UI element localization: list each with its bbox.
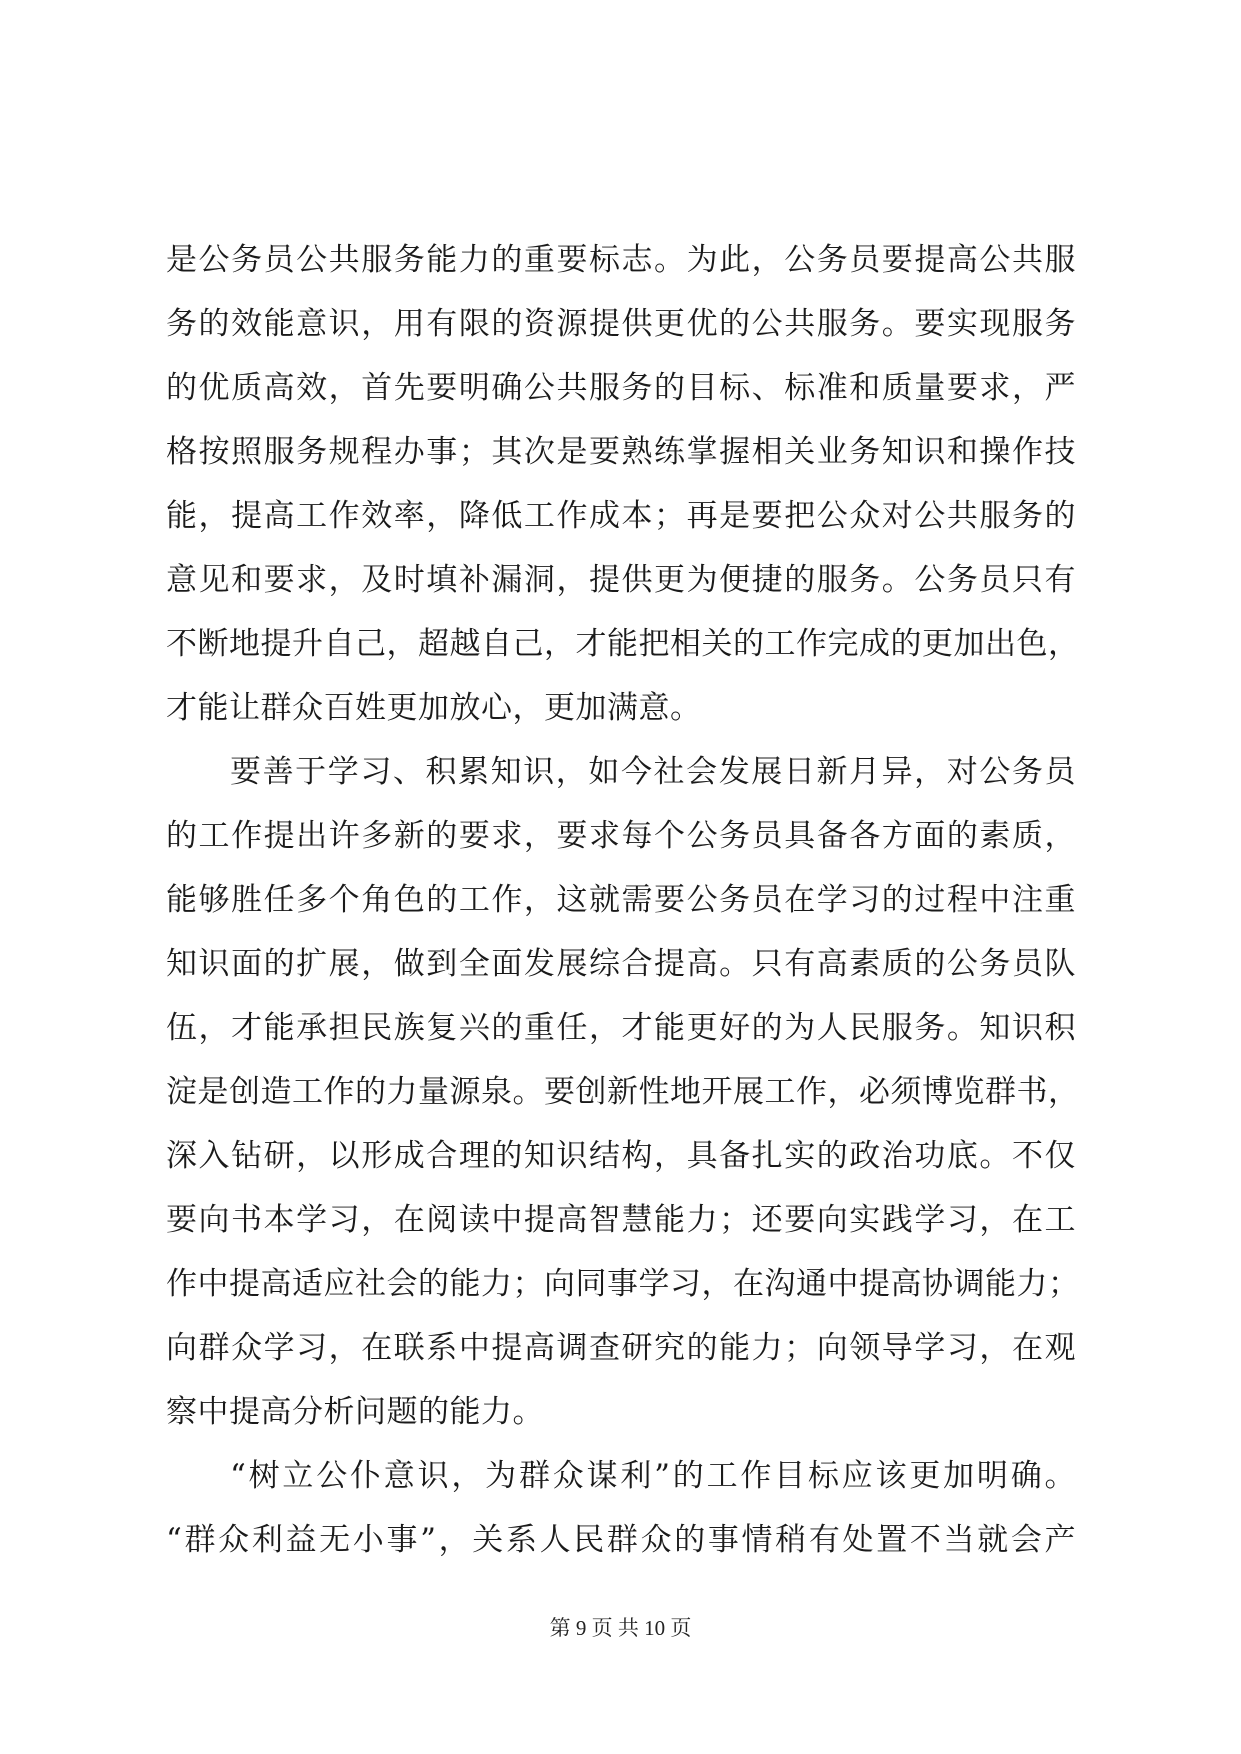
text-line: 作中提高适应社会的能力；向同事学习，在沟通中提高协调能力； bbox=[166, 1266, 1080, 1302]
paragraph-start-line: “树立公仆意识，为群众谋利”的工作目标应该更加明确。 bbox=[230, 1458, 1076, 1494]
text-line: 要向书本学习，在阅读中提高智慧能力；还要向实践学习，在工 bbox=[166, 1202, 1076, 1238]
text-line: 察中提高分析问题的能力。 bbox=[166, 1394, 544, 1430]
text-line: 是公务员公共服务能力的重要标志。为此，公务员要提高公共服 bbox=[166, 242, 1076, 278]
text-line: 伍，才能承担民族复兴的重任，才能更好的为人民服务。知识积 bbox=[166, 1010, 1076, 1046]
paragraph-start-line: 要善于学习、积累知识，如今社会发展日新月异，对公务员 bbox=[230, 754, 1076, 790]
text-line: 格按照服务规程办事；其次是要熟练掌握相关业务知识和操作技 bbox=[166, 434, 1076, 470]
page-number-footer: 第 9 页 共 10 页 bbox=[549, 1616, 692, 1640]
text-line: 务的效能意识，用有限的资源提供更优的公共服务。要实现服务 bbox=[166, 306, 1076, 342]
text-line: 能够胜任多个角色的工作，这就需要公务员在学习的过程中注重 bbox=[166, 882, 1076, 918]
text-line: 的优质高效，首先要明确公共服务的目标、标准和质量要求，严 bbox=[166, 370, 1076, 406]
text-line: 向群众学习，在联系中提高调查研究的能力；向领导学习，在观 bbox=[166, 1330, 1076, 1366]
text-line: 不断地提升自己，超越自己，才能把相关的工作完成的更加出色， bbox=[166, 626, 1080, 662]
text-line: 才能让群众百姓更加放心，更加满意。 bbox=[166, 690, 702, 726]
text-line: 能，提高工作效率，降低工作成本；再是要把公众对公共服务的 bbox=[166, 498, 1076, 534]
text-line: 的工作提出许多新的要求，要求每个公务员具备各方面的素质， bbox=[166, 818, 1076, 854]
document-body bbox=[166, 228, 1080, 1572]
text-line: 淀是创造工作的力量源泉。要创新性地开展工作，必须博览群书， bbox=[166, 1074, 1080, 1110]
text-line: 知识面的扩展，做到全面发展综合提高。只有高素质的公务员队 bbox=[166, 946, 1076, 982]
text-line: “群众利益无小事”，关系人民群众的事情稍有处置不当就会产 bbox=[166, 1522, 1076, 1558]
text-line: 深入钻研，以形成合理的知识结构，具备扎实的政治功底。不仅 bbox=[166, 1138, 1076, 1174]
text-line: 意见和要求，及时填补漏洞，提供更为便捷的服务。公务员只有 bbox=[166, 562, 1076, 598]
